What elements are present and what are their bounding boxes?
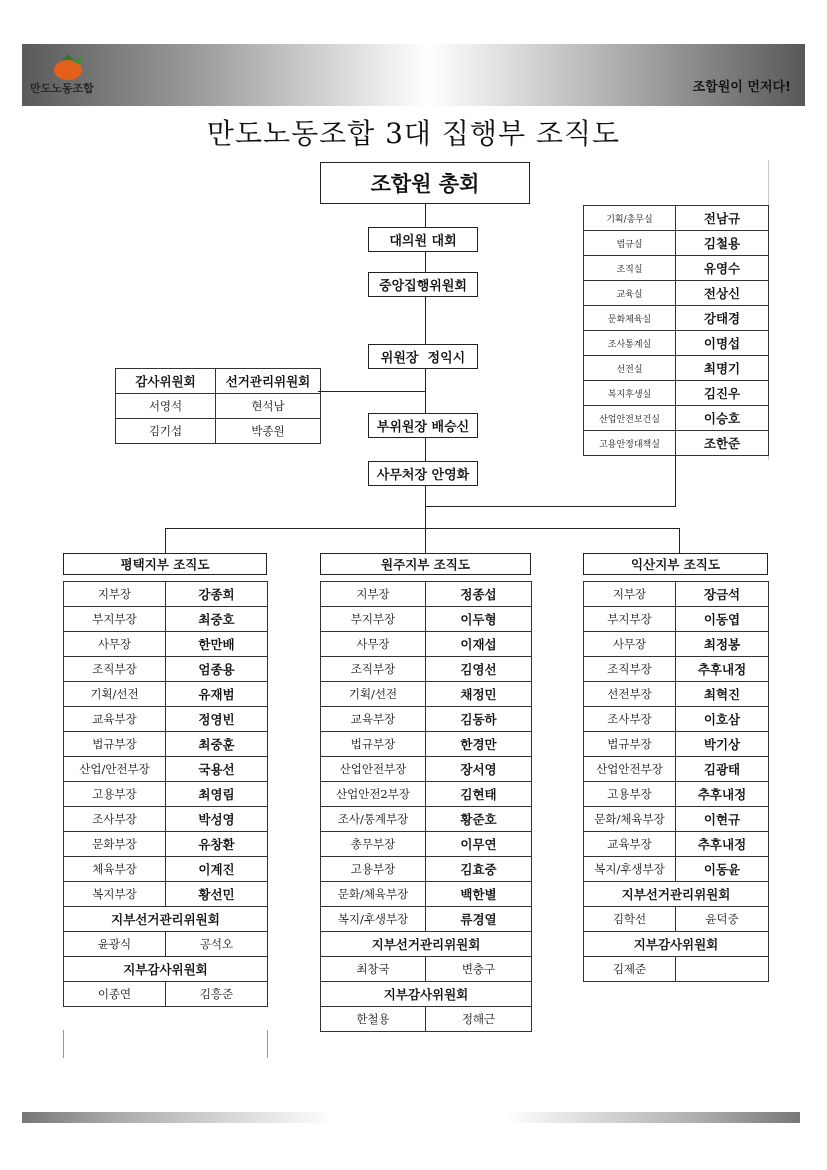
position-title: 복지/후생부장 [584,857,676,882]
member-name: 이동엽 [676,607,769,632]
office-head: 이승호 [676,406,769,431]
table-row [584,356,769,381]
office-dept: 산업안전보건실 [584,406,676,431]
member-name: 류경열 [426,907,532,932]
member-name: 장서영 [426,757,532,782]
connector-committees [318,391,426,392]
table-row [584,406,769,431]
office-head: 전상신 [676,281,769,306]
position-title: 조직부장 [64,657,166,682]
table-row [584,281,769,306]
position-title: 문화/체육부장 [321,882,426,907]
connector-branch-pyeongtaek [165,528,166,553]
member-name: 백한별 [426,882,532,907]
connector-branches-h [165,528,680,529]
branch-table-iksan [583,581,769,982]
position-title: 산업안전부장 [584,757,676,782]
office-head: 김철용 [676,231,769,256]
position-title: 고용부장 [584,782,676,807]
member-name: 한경만 [426,732,532,757]
table-row [64,957,268,982]
audit-member [676,957,769,982]
office-dept: 조직실 [584,256,676,281]
table-row [116,394,321,419]
table-row [321,857,532,882]
member-name: 김동하 [426,707,532,732]
office-head: 강태경 [676,306,769,331]
position-title: 사무장 [64,632,166,657]
position-title: 문화부장 [64,832,166,857]
member-name: 강종희 [166,582,268,607]
position-title: 기획/선전 [321,682,426,707]
office-head: 이명섭 [676,331,769,356]
table-row [584,381,769,406]
table-row [321,782,532,807]
page-title: 만도노동조합 3대 집행부 조직도 [206,117,621,150]
member-name: 엄종용 [166,657,268,682]
audit-member: 이종연 [64,982,166,1007]
branch-title-iksan: 익산지부 조직도 [583,553,768,575]
member-name: 황선민 [166,882,268,907]
member-name: 추후내정 [676,782,769,807]
office-dept: 문화체육실 [584,306,676,331]
divider [267,1030,268,1058]
table-row [64,782,268,807]
member-name: 정영빈 [166,707,268,732]
position-title: 산업/안전부장 [64,757,166,782]
member-name: 채정민 [426,682,532,707]
audit-member: 김제준 [584,957,676,982]
table-row [584,907,769,932]
member-name: 이동윤 [676,857,769,882]
election-member: 윤덕중 [676,907,769,932]
table-row [321,1007,532,1032]
table-row [584,306,769,331]
audit-member: 서영석 [116,394,216,419]
table-row [64,582,268,607]
member-name: 김영선 [426,657,532,682]
branch-audit-committee-header: 지부감사위원회 [321,982,532,1007]
table-row [64,882,268,907]
election-member: 박종원 [216,419,321,444]
table-row [584,782,769,807]
position-title: 선전부장 [584,682,676,707]
chairman-box: 위원장 정익시 [368,344,478,369]
office-dept: 복지후생실 [584,381,676,406]
table-row [321,807,532,832]
committees-table [115,368,321,444]
office-dept: 기획/총무실 [584,206,676,231]
table-row [584,957,769,982]
election-member: 윤광식 [64,932,166,957]
table-row [64,857,268,882]
election-member: 김학선 [584,907,676,932]
table-row [321,632,532,657]
position-title: 법규부장 [321,732,426,757]
office-head: 최명기 [676,356,769,381]
branch-title-pyeongtaek: 평택지부 조직도 [63,553,267,575]
position-title: 고용부장 [321,857,426,882]
table-row [64,607,268,632]
position-title: 법규부장 [584,732,676,757]
connector-branch-iksan [679,528,680,553]
table-row [64,707,268,732]
table-row [584,682,769,707]
table-row [321,657,532,682]
member-name: 장금석 [676,582,769,607]
member-name: 이계진 [166,857,268,882]
office-head: 김진우 [676,381,769,406]
office-dept: 선전실 [584,356,676,381]
branch-audit-committee-header: 지부감사위원회 [64,957,268,982]
election-member: 공석오 [166,932,268,957]
table-row [64,757,268,782]
member-name: 황준호 [426,807,532,832]
branch-election-committee-header: 지부선거관리위원회 [64,907,268,932]
election-committee-header: 선거관리위원회 [216,369,321,394]
position-title: 조사/통계부장 [321,807,426,832]
offices-table [583,205,769,456]
slogan: 조합원이 먼저다! [692,80,791,95]
member-name: 최혁진 [676,682,769,707]
member-name: 박기상 [676,732,769,757]
logo [32,52,92,98]
table-row [584,607,769,632]
office-head: 전남규 [676,206,769,231]
position-title: 고용부장 [64,782,166,807]
table-row [116,419,321,444]
branch-election-committee-header: 지부선거관리위원회 [584,882,769,907]
office-head: 유영수 [676,256,769,281]
position-title: 기획/선전 [64,682,166,707]
audit-member: 한철용 [321,1007,426,1032]
table-row [64,682,268,707]
table-row [584,832,769,857]
position-title: 문화/체육부장 [584,807,676,832]
branch-audit-committee-header: 지부감사위원회 [584,932,769,957]
persimmon-logo-icon [32,52,92,82]
table-row [64,982,268,1007]
position-title: 조직부장 [584,657,676,682]
election-member: 최창국 [321,957,426,982]
position-title: 지부장 [321,582,426,607]
member-name: 한만배 [166,632,268,657]
table-row [321,732,532,757]
table-row [584,657,769,682]
audit-member: 정해근 [426,1007,532,1032]
position-title: 지부장 [64,582,166,607]
office-dept: 법규실 [584,231,676,256]
table-row [321,682,532,707]
position-title: 산업안전2부장 [321,782,426,807]
header-bar [22,44,805,106]
position-title: 부지부장 [584,607,676,632]
table-row [584,732,769,757]
table-row [321,882,532,907]
table-row [584,331,769,356]
connector-branches-stem [425,506,426,528]
table-row [321,832,532,857]
divider [63,1030,64,1058]
member-name: 최중훈 [166,732,268,757]
position-title: 교육부장 [64,707,166,732]
table-row [64,732,268,757]
position-title: 산업안전부장 [321,757,426,782]
branch-table-wonju [320,581,532,1032]
footer-bar [22,1112,800,1123]
secretary-general-box: 사무처장 안영화 [368,461,478,486]
position-title: 체육부장 [64,857,166,882]
audit-member: 김기섭 [116,419,216,444]
table-row [64,807,268,832]
table-row [321,757,532,782]
central-committee-box: 중앙집행위원회 [368,272,478,297]
connector-offices-h [426,506,676,507]
branch-title-wonju: 원주지부 조직도 [320,553,531,575]
member-name: 이두형 [426,607,532,632]
position-title: 조사부장 [584,707,676,732]
branch-table-pyeongtaek [63,581,268,1007]
table-row [584,206,769,231]
member-name: 정종섭 [426,582,532,607]
member-name: 이무연 [426,832,532,857]
delegates-box: 대의원 대회 [368,227,478,252]
position-title: 부지부장 [321,607,426,632]
member-name: 유창환 [166,832,268,857]
position-title: 부지부장 [64,607,166,632]
position-title: 사무장 [584,632,676,657]
position-title: 사무장 [321,632,426,657]
member-name: 최중호 [166,607,268,632]
table-row [584,932,769,957]
member-name: 이호삼 [676,707,769,732]
position-title: 총무부장 [321,832,426,857]
table-row [64,907,268,932]
member-name: 최영림 [166,782,268,807]
table-row [584,256,769,281]
table-row [584,707,769,732]
table-row [321,907,532,932]
member-name: 김효중 [426,857,532,882]
table-row [321,957,532,982]
table-row [584,882,769,907]
table-row [64,657,268,682]
election-member: 변충구 [426,957,532,982]
table-row [584,857,769,882]
table-row [321,982,532,1007]
table-row [584,757,769,782]
table-row [321,582,532,607]
election-member: 현석남 [216,394,321,419]
branch-election-committee-header: 지부선거관리위원회 [321,932,532,957]
position-title: 법규부장 [64,732,166,757]
member-name: 추후내정 [676,832,769,857]
position-title: 교육부장 [584,832,676,857]
audit-committee-header: 감사위원회 [116,369,216,394]
table-row [64,932,268,957]
member-name: 박성영 [166,807,268,832]
member-name: 최정봉 [676,632,769,657]
member-name: 김현태 [426,782,532,807]
table-row [584,431,769,456]
table-row [64,632,268,657]
table-row [64,832,268,857]
position-title: 복지부장 [64,882,166,907]
position-title: 조직부장 [321,657,426,682]
office-head: 조한준 [676,431,769,456]
logo-text: 만도노동조합 [30,82,94,95]
general-assembly-box: 조합원 총회 [320,162,530,204]
position-title: 조사부장 [64,807,166,832]
office-dept: 조사통계실 [584,331,676,356]
table-row [584,582,769,607]
office-dept: 교육실 [584,281,676,306]
position-title: 지부장 [584,582,676,607]
member-name: 국용선 [166,757,268,782]
audit-member: 김흥준 [166,982,268,1007]
vice-chairman-box: 부위원장 배승신 [368,413,478,438]
member-name: 김광태 [676,757,769,782]
member-name: 이현규 [676,807,769,832]
table-row [584,231,769,256]
connector-branch-wonju [425,528,426,553]
member-name: 이재섭 [426,632,532,657]
position-title: 교육부장 [321,707,426,732]
table-row [321,707,532,732]
table-row [584,807,769,832]
table-row [321,932,532,957]
table-row [584,632,769,657]
office-dept: 고용안정대책실 [584,431,676,456]
member-name: 추후내정 [676,657,769,682]
member-name: 유재범 [166,682,268,707]
table-row [321,607,532,632]
position-title: 복지/후생부장 [321,907,426,932]
